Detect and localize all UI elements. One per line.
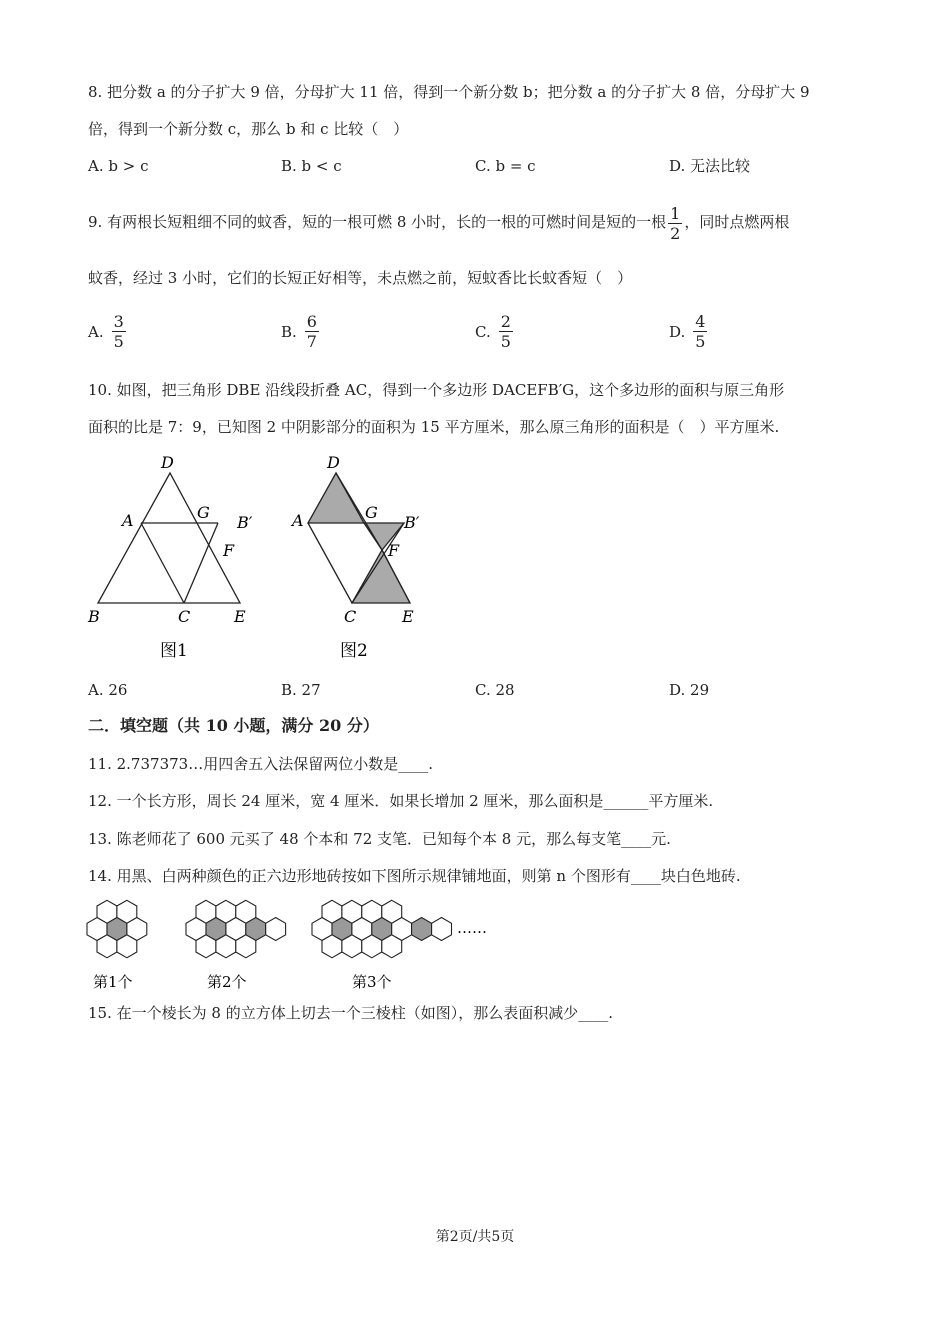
- hex-tile-white: [362, 935, 382, 958]
- q9-option-a: [88, 312, 128, 351]
- label-b-prime2: B′: [404, 513, 420, 532]
- label-f: F: [223, 541, 235, 560]
- hex-tile-white: [266, 918, 286, 941]
- q9-option-a-num: 3: [113, 312, 124, 331]
- label-a: A: [122, 511, 134, 530]
- q11: 11. 2.737373…用四舍五入法保留两位小数是____.: [88, 755, 433, 773]
- q13: 13. 陈老师花了 600 元买了 48 个本和 72 支笔．已知每个本 8 元，那么每支笔____元.: [88, 830, 671, 848]
- hex-tile-white: [216, 935, 236, 958]
- q14-hexagon-figure: [80, 895, 520, 995]
- q10-figure-2: [280, 448, 460, 670]
- page-footer: 第2页/共5页: [435, 1229, 515, 1245]
- q9-option-a-label: A.: [88, 322, 104, 341]
- q15: 15. 在一个棱长为 8 的立方体上切去一个三棱柱（如图），那么表面积减少____.: [88, 1004, 613, 1022]
- q9-option-b-den: 7: [306, 332, 317, 351]
- triangle-dbe: [98, 473, 240, 603]
- q9-option-d: [669, 312, 709, 351]
- label-g2: G: [365, 503, 378, 522]
- q9-option-d-den: 5: [695, 332, 706, 351]
- q9-option-b: [281, 312, 321, 351]
- q9-option-b-label: B.: [281, 322, 297, 341]
- hex-tile-white: [236, 935, 256, 958]
- label-e2: E: [402, 607, 414, 626]
- q10-line2: 面积的比是 7：9，已知图 2 中阴影部分的面积为 15 平方厘米，那么原三角形的面积是（ ）平方厘米.: [88, 418, 780, 436]
- hex-tile-white: [342, 935, 362, 958]
- q9-option-c-den: 5: [500, 332, 511, 351]
- q9-fraction-num: 1: [670, 203, 681, 223]
- label-d: D: [161, 453, 174, 472]
- q10-option-c: C. 28: [475, 681, 515, 699]
- hex-tile-white: [117, 935, 137, 958]
- hex-ellipsis: ……: [457, 919, 487, 937]
- q9-option-d-label: D.: [669, 322, 686, 341]
- label-f2: F: [388, 541, 400, 560]
- q10-option-b: B. 27: [281, 681, 321, 699]
- hex-tile-white: [382, 935, 402, 958]
- q9-line1: [88, 200, 789, 244]
- q9-option-d-num: 4: [695, 312, 706, 331]
- q9-line1-post: ，同时点燃两根: [684, 213, 790, 231]
- hex-tile-dark: [412, 918, 432, 941]
- q9-fraction: [668, 204, 682, 243]
- q8-option-c: C. b = c: [475, 157, 536, 175]
- label-c2: C: [344, 607, 357, 626]
- q8-option-a: A. b > c: [88, 157, 149, 175]
- fig2-caption: 图2: [340, 641, 368, 661]
- label-b: B: [88, 607, 100, 626]
- q9-option-a-den: 5: [113, 332, 124, 351]
- q10-option-a: A. 26: [88, 681, 128, 699]
- hex-caption-1: 第1个: [93, 973, 133, 991]
- shaded-triangle-top: [308, 473, 364, 523]
- label-c: C: [178, 607, 191, 626]
- q9-option-c-num: 2: [500, 312, 511, 331]
- hex-tile-white: [432, 918, 452, 941]
- q10-line1: 10. 如图，把三角形 DBE 沿线段折叠 AC，得到一个多边形 DACEFB′G，这个多边形的面积与原三角形: [88, 381, 785, 399]
- q9-line1-pre: 9. 有两根长短粗细不同的蚊香，短的一根可燃 8 小时，长的一根的可燃时间是短的一根: [88, 213, 667, 231]
- hex-tile-white: [322, 935, 342, 958]
- label-a2: A: [292, 511, 304, 530]
- label-e: E: [234, 607, 246, 626]
- hex-caption-3: 第3个: [352, 973, 392, 991]
- q12: 12. 一个长方形，周长 24 厘米，宽 4 厘米．如果长增加 2 厘米，那么面积是______平方厘米.: [88, 792, 714, 810]
- q9-option-c-label: C.: [475, 322, 491, 341]
- label-b-prime: B′: [237, 513, 253, 532]
- q8-line1: 8. 把分数 a 的分子扩大 9 倍，分母扩大 11 倍，得到一个新分数 b；把分数 a 的分子扩大 8 倍，分母扩大 9: [88, 83, 810, 101]
- hex-tile-white: [196, 935, 216, 958]
- q9-option-b-num: 6: [306, 312, 317, 331]
- q9-line2: 蚊香，经过 3 小时，它们的长短正好相等，未点燃之前，短蚊香比长蚊香短（ ）: [88, 269, 633, 287]
- q10-option-d: D. 29: [669, 681, 710, 699]
- q9-fraction-den: 2: [670, 223, 681, 243]
- label-d2: D: [327, 453, 340, 472]
- q8-option-d: D. 无法比较: [669, 157, 751, 175]
- fig1-caption: 图1: [160, 641, 188, 661]
- q14-text: 14. 用黑、白两种颜色的正六边形地砖按如下图所示规律铺地面，则第 n 个图形有____块白色地砖.: [88, 867, 741, 885]
- label-g: G: [197, 503, 210, 522]
- segment-cb-prime: [184, 523, 218, 603]
- q8-option-b: B. b < c: [281, 157, 342, 175]
- q9-option-c: [475, 312, 515, 351]
- q8-line2: 倍，得到一个新分数 c，那么 b 和 c 比较（ ）: [88, 120, 409, 138]
- hex-caption-2: 第2个: [207, 973, 247, 991]
- hex-tile-white: [97, 935, 117, 958]
- segment-ac: [141, 523, 184, 603]
- section-2-title: 二．填空题（共 10 小题，满分 20 分）: [88, 716, 379, 735]
- q10-figure-1: [80, 448, 280, 670]
